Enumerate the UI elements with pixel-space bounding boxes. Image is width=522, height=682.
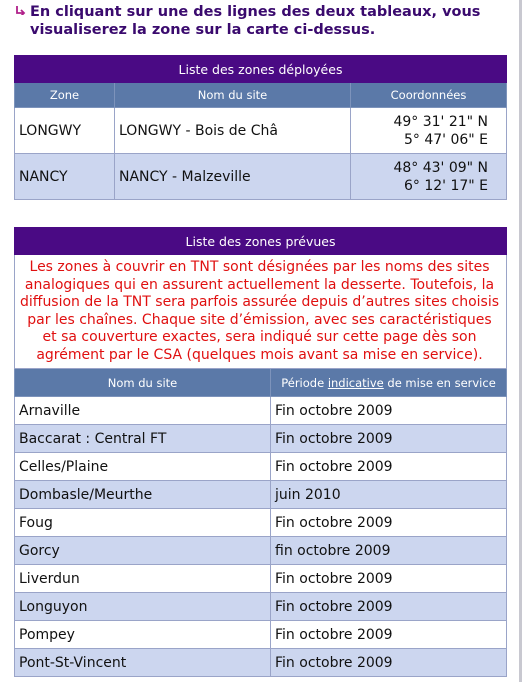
period-cell: juin 2010 bbox=[271, 481, 507, 509]
period-cell: Fin octobre 2009 bbox=[271, 649, 507, 677]
period-header-indicative: indicative bbox=[327, 375, 384, 390]
period-cell: Fin octobre 2009 bbox=[271, 621, 507, 649]
period-cell: fin octobre 2009 bbox=[271, 537, 507, 565]
period-cell: Fin octobre 2009 bbox=[271, 565, 507, 593]
planned-row[interactable] bbox=[15, 453, 507, 481]
site-cell: Pont-St-Vincent bbox=[15, 649, 271, 677]
site-cell: NANCY - Malzeville bbox=[115, 154, 351, 200]
planned-row[interactable] bbox=[15, 621, 507, 649]
deployed-zones-table bbox=[14, 55, 507, 200]
planned-row[interactable] bbox=[15, 481, 507, 509]
column-header-site: Nom du site bbox=[115, 83, 351, 108]
arrow-down-right-icon bbox=[16, 5, 26, 15]
period-cell: Fin octobre 2009 bbox=[271, 509, 507, 537]
intro-line-1: En cliquant sur une des lignes des deux tableaux, vous bbox=[30, 4, 481, 20]
latitude: 49° 31' 21" N bbox=[393, 113, 488, 130]
column-header-period bbox=[271, 369, 507, 397]
site-cell: LONGWY - Bois de Châ bbox=[115, 108, 351, 154]
site-cell: Gorcy bbox=[15, 537, 271, 565]
deployed-row-nancy[interactable] bbox=[15, 154, 507, 200]
coordinates-cell bbox=[351, 108, 507, 154]
planned-table-title: Liste des zones prévues bbox=[15, 228, 507, 255]
longitude: 5° 47' 06" E bbox=[403, 131, 488, 148]
zone-cell: LONGWY bbox=[15, 108, 115, 154]
zone-cell: NANCY bbox=[15, 154, 115, 200]
column-header-coordinates: Coordonnées bbox=[351, 83, 507, 108]
deployed-table-title: Liste des zones déployées bbox=[15, 56, 507, 83]
planned-zones-table bbox=[14, 227, 507, 677]
site-cell: Foug bbox=[15, 509, 271, 537]
intro-text bbox=[30, 3, 510, 39]
period-header-prefix: Période bbox=[281, 375, 328, 390]
period-cell: Fin octobre 2009 bbox=[271, 453, 507, 481]
deployed-row-longwy[interactable] bbox=[15, 108, 507, 154]
site-cell: Longuyon bbox=[15, 593, 271, 621]
period-cell: Fin octobre 2009 bbox=[271, 397, 507, 425]
site-cell: Dombasle/Meurthe bbox=[15, 481, 271, 509]
coordinates-cell bbox=[351, 154, 507, 200]
site-cell: Liverdun bbox=[15, 565, 271, 593]
site-cell: Arnaville bbox=[15, 397, 271, 425]
longitude: 6° 12' 17" E bbox=[403, 177, 488, 194]
period-cell: Fin octobre 2009 bbox=[271, 593, 507, 621]
planned-notice: Les zones à couvrir en TNT sont désignées par les noms des sites analogiques qui en assurent actuellement la desserte. Toutefois, la diffusion de la TNT sera parfois assurée depuis d’autres sites choisis par les chaînes. Chaque site d’émission, avec ses caractéristiques et sa couverture exactes, sera indiqué sur cette page dès son agrément par le CSA (quelques mois avant sa mise en service). bbox=[15, 255, 507, 369]
column-header-site: Nom du site bbox=[15, 369, 271, 397]
planned-row[interactable] bbox=[15, 509, 507, 537]
planned-row[interactable] bbox=[15, 649, 507, 677]
site-cell: Baccarat : Central FT bbox=[15, 425, 271, 453]
intro-line-2: visualiserez la zone sur la carte ci-dessus. bbox=[30, 22, 376, 38]
period-cell: Fin octobre 2009 bbox=[271, 425, 507, 453]
site-cell: Pompey bbox=[15, 621, 271, 649]
latitude: 48° 43' 09" N bbox=[393, 159, 488, 176]
planned-row[interactable] bbox=[15, 425, 507, 453]
planned-row[interactable] bbox=[15, 397, 507, 425]
planned-row[interactable] bbox=[15, 537, 507, 565]
planned-row[interactable] bbox=[15, 565, 507, 593]
planned-row[interactable] bbox=[15, 593, 507, 621]
column-header-zone: Zone bbox=[15, 83, 115, 108]
site-cell: Celles/Plaine bbox=[15, 453, 271, 481]
period-header-suffix: de mise en service bbox=[383, 375, 496, 390]
